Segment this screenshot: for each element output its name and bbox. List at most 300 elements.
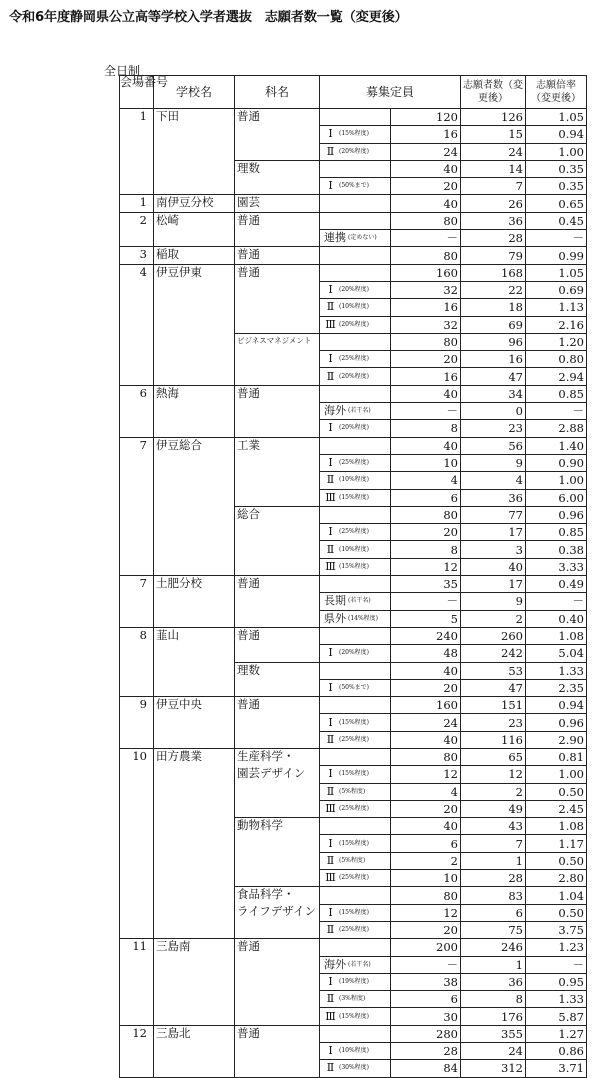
school-name-cell [154,368,235,385]
subcategory-note: (若干名) [348,407,371,415]
venue-number-cell [120,835,154,852]
quota-cell: 80 [390,247,461,264]
quota-subcategory-cell [320,195,391,212]
subcategory-label: Ⅰ [328,525,333,539]
ratio-cell: 1.00 [526,766,587,783]
department-cell [235,852,320,869]
venue-number-cell [120,454,154,471]
subcategory-note: (5%程度) [339,856,366,864]
venue-number-cell [120,714,154,731]
school-name-cell [154,887,235,904]
table-row [120,731,587,748]
applicants-cell: 1 [461,956,526,973]
venue-number-cell [120,818,154,835]
subcategory-label: Ⅰ [328,974,333,988]
quota-cell: 160 [390,264,461,281]
department-cell [235,921,320,938]
school-name-cell [154,991,235,1008]
quota-subcategory-cell [320,299,391,316]
table-row [120,1060,587,1077]
ratio-cell: 0.94 [526,697,587,714]
quota-cell: 24 [390,143,461,160]
applicants-cell: 53 [461,662,526,679]
table-row [120,420,587,437]
applicants-cell: 312 [461,1060,526,1077]
applicants-cell: 40 [461,558,526,575]
ratio-cell: 1.05 [526,264,587,281]
subcategory-note: (14%程度) [348,614,379,622]
ratio-cell: － [526,956,587,973]
school-name-cell [154,316,235,333]
quota-cell: 20 [390,800,461,817]
ratio-cell: 0.81 [526,748,587,765]
subcategory-note: (10%程度) [339,476,370,484]
subcategory-note: (20%程度) [339,649,370,657]
school-name-cell [154,489,235,506]
school-name-cell [154,333,235,350]
applicants-cell: 79 [461,247,526,264]
applicants-cell: 168 [461,264,526,281]
subcategory-label: Ⅱ [326,144,335,158]
subcategory-label: Ⅱ [326,300,335,314]
quota-subcategory-cell [320,247,391,264]
subcategory-label: 海外 [324,957,346,971]
table-row [120,178,587,195]
venue-number-cell [120,230,154,247]
ratio-cell: － [526,230,587,247]
department-cell [235,143,320,160]
ratio-cell: 2.16 [526,316,587,333]
table-row [120,714,587,731]
ratio-cell: 1.27 [526,1025,587,1042]
quota-cell: 8 [390,420,461,437]
ratio-cell: 1.00 [526,472,587,489]
subcategory-note: (25%程度) [339,926,370,934]
ratio-cell: 0.90 [526,454,587,471]
subcategory-label: Ⅲ [325,490,336,504]
table-row [120,437,587,454]
ratio-cell: 0.86 [526,1043,587,1060]
school-name-cell: 下田 [154,109,235,126]
subcategory-note: (20%程度) [339,424,370,432]
quota-cell: 20 [390,921,461,938]
applicants-cell: 176 [461,1008,526,1025]
ratio-cell: 1.33 [526,991,587,1008]
quota-cell: 40 [390,662,461,679]
ratio-cell: 0.96 [526,714,587,731]
subcategory-note: (20%程度) [339,147,370,155]
applicants-cell: 246 [461,939,526,956]
venue-number-cell [120,506,154,523]
applicants-cell: 4 [461,472,526,489]
department-cell [235,783,320,800]
venue-number-cell [120,662,154,679]
applicants-cell: 49 [461,800,526,817]
school-name-cell [154,610,235,627]
applicants-cell: 9 [461,593,526,610]
quota-subcategory-cell [320,178,391,195]
quota-subcategory-cell [320,160,391,177]
quota-subcategory-cell [320,766,391,783]
table-row [120,264,587,281]
table-row [120,835,587,852]
applicants-cell: 47 [461,368,526,385]
venue-number-cell [120,178,154,195]
department-cell: 普通 [235,697,320,714]
page-title: 令和6年度静岡県公立高等学校入学者選抜 志願者数一覧（変更後） [9,10,408,25]
school-name-cell [154,351,235,368]
quota-cell: 32 [390,281,461,298]
applicants-cell: 77 [461,506,526,523]
subcategory-note: (25%程度) [339,805,370,813]
quota-subcategory-cell [320,264,391,281]
quota-cell: － [390,230,461,247]
school-name-cell [154,766,235,783]
ratio-cell: 0.80 [526,351,587,368]
department-cell [235,870,320,887]
quota-subcategory-cell [320,887,391,904]
venue-number-cell [120,316,154,333]
venue-number-cell [120,1043,154,1060]
school-name-cell [154,818,235,835]
quota-cell: 6 [390,489,461,506]
quota-cell: 16 [390,368,461,385]
ratio-cell: 3.75 [526,921,587,938]
venue-number-cell [120,800,154,817]
ratio-cell: 1.04 [526,887,587,904]
department-cell: 普通 [235,212,320,229]
ratio-cell: 1.08 [526,627,587,644]
ratio-cell: 3.71 [526,1060,587,1077]
department-cell [235,593,320,610]
applicants-cell: 116 [461,731,526,748]
department-cell [235,1060,320,1077]
ratio-cell: 0.49 [526,576,587,593]
table-row [120,991,587,1008]
quota-subcategory-cell [320,368,391,385]
department-cell [235,281,320,298]
school-name-cell [154,524,235,541]
header-applicants: 志願者数（変更後） [461,76,526,109]
table-row [120,697,587,714]
table-row [120,109,587,126]
quota-cell: 120 [390,109,461,126]
department-cell [235,558,320,575]
applicants-cell: 2 [461,783,526,800]
table-row [120,524,587,541]
subcategory-note: (15%程度) [339,770,370,778]
venue-number-cell [120,852,154,869]
ratio-cell: 6.00 [526,489,587,506]
quota-cell: 16 [390,126,461,143]
quota-subcategory-cell [320,818,391,835]
venue-number-cell [120,921,154,938]
table-row [120,679,587,696]
quota-subcategory-cell [320,870,391,887]
quota-cell: 80 [390,333,461,350]
school-name-cell [154,956,235,973]
quota-subcategory-cell [320,697,391,714]
ratio-cell: 0.50 [526,904,587,921]
school-name-cell [154,281,235,298]
table-row [120,870,587,887]
ratio-cell: 2.80 [526,870,587,887]
subcategory-note: (10%程度) [339,545,370,553]
ratio-cell: 0.69 [526,281,587,298]
department-cell: 普通 [235,264,320,281]
quota-subcategory-cell [320,956,391,973]
quota-cell: 32 [390,316,461,333]
header-venue-number: 会場番号 [120,76,154,109]
school-name-cell [154,403,235,420]
subcategory-label: Ⅱ [326,473,335,487]
quota-subcategory-cell [320,852,391,869]
school-name-cell: 松崎 [154,212,235,229]
department-cell [235,420,320,437]
subcategory-note: (15%程度) [339,839,370,847]
quota-cell: 4 [390,783,461,800]
subcategory-label: Ⅰ [328,421,333,435]
quota-subcategory-cell [320,351,391,368]
subcategory-note: (50%まで) [339,182,370,190]
venue-number-cell [120,541,154,558]
applicants-cell: 126 [461,109,526,126]
quota-subcategory-cell [320,921,391,938]
school-name-cell [154,870,235,887]
subcategory-note: (15%程度) [339,718,370,726]
subcategory-note: (19%程度) [339,977,370,985]
quota-subcategory-cell [320,991,391,1008]
quota-cell: 20 [390,178,461,195]
subcategory-label: Ⅲ [325,1009,336,1023]
ratio-cell: 1.40 [526,437,587,454]
quota-subcategory-cell [320,939,391,956]
school-name-cell [154,143,235,160]
venue-number-cell [120,870,154,887]
table-row [120,506,587,523]
quota-cell: 20 [390,351,461,368]
table-row [120,541,587,558]
applicants-cell: 18 [461,299,526,316]
school-name-cell [154,1043,235,1060]
school-name-cell [154,800,235,817]
school-name-cell: 伊豆伊東 [154,264,235,281]
venue-number-cell [120,904,154,921]
quota-cell: 12 [390,558,461,575]
quota-cell: 48 [390,645,461,662]
quota-subcategory-cell [320,1060,391,1077]
quota-cell: 240 [390,627,461,644]
department-cell [235,610,320,627]
department-cell [235,541,320,558]
ratio-cell: 0.85 [526,385,587,402]
school-name-cell [154,662,235,679]
subcategory-note: (25%程度) [339,735,370,743]
quota-cell: 84 [390,1060,461,1077]
quota-cell: 80 [390,212,461,229]
subcategory-label: Ⅲ [325,317,336,331]
applicants-cell: 7 [461,835,526,852]
quota-subcategory-cell [320,403,391,420]
applicants-table [119,75,587,1078]
ratio-cell: 0.35 [526,178,587,195]
quota-cell: 30 [390,1008,461,1025]
table-row [120,939,587,956]
quota-cell: 28 [390,1043,461,1060]
subcategory-note: (10%程度) [339,303,370,311]
applicants-cell: 8 [461,991,526,1008]
subcategory-label: Ⅰ [328,836,333,850]
table-row [120,887,587,904]
venue-number-cell: 2 [120,212,154,229]
department-cell [235,679,320,696]
applicants-cell: 22 [461,281,526,298]
quota-cell: 20 [390,524,461,541]
school-name-cell: 南伊豆分校 [154,195,235,212]
table-row [120,212,587,229]
subcategory-note: (30%程度) [339,1064,370,1072]
ratio-cell: 0.94 [526,126,587,143]
department-cell [235,731,320,748]
ratio-cell: 0.65 [526,195,587,212]
quota-subcategory-cell [320,109,391,126]
subcategory-label: Ⅰ [328,352,333,366]
department-cell [235,835,320,852]
subcategory-label: Ⅲ [325,802,336,816]
quota-cell: 35 [390,576,461,593]
venue-number-cell [120,610,154,627]
venue-number-cell: 4 [120,264,154,281]
venue-number-cell [120,299,154,316]
subcategory-note: (定めない) [348,234,377,242]
table-row [120,818,587,835]
header-ratio: 志願倍率（変更後） [526,76,587,109]
table-row [120,1025,587,1042]
applicants-cell: 0 [461,403,526,420]
quota-cell: 38 [390,973,461,990]
school-name-cell [154,126,235,143]
subcategory-label: Ⅰ [328,680,333,694]
applicants-cell: 28 [461,230,526,247]
subcategory-label: 長期 [324,594,346,608]
department-cell: 普通 [235,576,320,593]
table-row [120,610,587,627]
venue-number-cell: 7 [120,576,154,593]
subcategory-label: 県外 [324,611,346,625]
ratio-cell: 1.08 [526,818,587,835]
quota-cell: 24 [390,714,461,731]
school-name-cell [154,731,235,748]
school-name-cell [154,679,235,696]
department-cell [235,991,320,1008]
header-department: 科名 [235,76,320,109]
subcategory-label: Ⅱ [326,542,335,556]
department-cell: 理数 [235,160,320,177]
department-cell [235,1008,320,1025]
quota-subcategory-cell [320,662,391,679]
quota-subcategory-cell [320,541,391,558]
table-row [120,385,587,402]
quota-subcategory-cell [320,506,391,523]
venue-number-cell: 9 [120,697,154,714]
quota-cell: 40 [390,437,461,454]
ratio-cell: 0.35 [526,160,587,177]
quota-cell: 4 [390,472,461,489]
department-cell: 普通 [235,385,320,402]
applicants-cell: 23 [461,420,526,437]
venue-number-cell [120,1060,154,1077]
subcategory-label: Ⅰ [328,1044,333,1058]
ratio-cell: 2.88 [526,420,587,437]
subcategory-note: (15%程度) [339,130,370,138]
applicants-cell: 14 [461,160,526,177]
department-cell [235,489,320,506]
applicants-cell: 24 [461,143,526,160]
ratio-cell: 0.45 [526,212,587,229]
venue-number-cell [120,472,154,489]
venue-number-cell [120,368,154,385]
quota-subcategory-cell [320,472,391,489]
subcategory-note: (50%まで) [339,683,370,691]
table-row [120,316,587,333]
subcategory-note: (若干名) [348,960,371,968]
venue-number-cell [120,973,154,990]
quota-subcategory-cell [320,593,391,610]
table-row [120,852,587,869]
department-cell [235,126,320,143]
ratio-cell: 0.40 [526,610,587,627]
subcategory-note: (25%程度) [339,874,370,882]
subcategory-label: Ⅰ [328,179,333,193]
subcategory-note: (15%程度) [339,562,370,570]
table-row [120,281,587,298]
department-cell [235,316,320,333]
applicants-cell: 6 [461,904,526,921]
quota-subcategory-cell [320,212,391,229]
ratio-cell: 5.87 [526,1008,587,1025]
school-name-cell [154,645,235,662]
department-cell [235,299,320,316]
school-name-cell [154,541,235,558]
table-row [120,489,587,506]
quota-cell: 16 [390,299,461,316]
department-cell: 動物科学 [235,818,320,835]
quota-subcategory-cell [320,714,391,731]
school-name-cell [154,454,235,471]
venue-number-cell [120,991,154,1008]
applicants-cell: 1 [461,852,526,869]
header-quota: 募集定員 [320,76,461,109]
department-cell: 園芸 [235,195,320,212]
ratio-cell: 1.23 [526,939,587,956]
ratio-cell: 0.38 [526,541,587,558]
venue-number-cell: 12 [120,1025,154,1042]
department-cell: 工業 [235,437,320,454]
department-cell: 普通 [235,247,320,264]
ratio-cell: － [526,403,587,420]
applicants-cell: 69 [461,316,526,333]
subcategory-label: Ⅱ [326,1061,335,1075]
quota-cell: 280 [390,1025,461,1042]
subcategory-note: (20%程度) [339,372,370,380]
department-cell [235,178,320,195]
school-name-cell: 土肥分校 [154,576,235,593]
quota-cell: 8 [390,541,461,558]
subcategory-label: Ⅱ [326,923,335,937]
department-cell [235,645,320,662]
quota-subcategory-cell [320,454,391,471]
school-name-cell [154,714,235,731]
